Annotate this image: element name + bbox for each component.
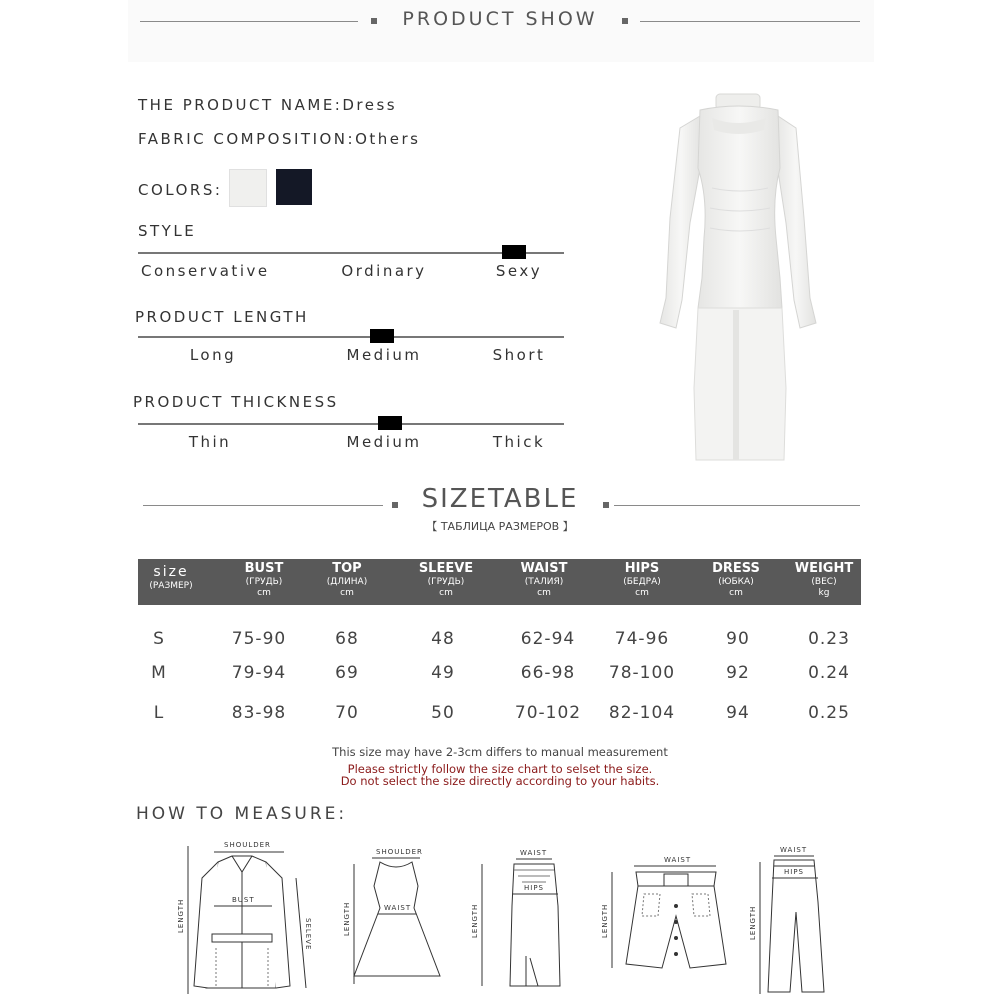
header-divider-right xyxy=(640,21,860,22)
row-m-hips: 78-100 xyxy=(608,663,676,683)
size-table-header xyxy=(138,559,861,605)
thickness-label-thick: Thick xyxy=(492,433,546,451)
pants-measure-illustration xyxy=(748,842,838,1000)
row-l-size: L xyxy=(153,703,165,723)
thickness-label-thin: Thin xyxy=(188,433,232,451)
color-swatch-navy[interactable] xyxy=(276,169,312,205)
skirt-measure-illustration xyxy=(466,846,576,996)
colors-label: COLORS: xyxy=(138,181,223,199)
col-size: size (РАЗМЕР) xyxy=(149,564,193,591)
fabric-label: FABRIC COMPOSITION: xyxy=(138,130,356,148)
sizetable-subtitle: 【 ТАБЛИЦА РАЗМЕРОВ 】 xyxy=(426,520,574,533)
header-divider-left xyxy=(140,21,358,22)
waist-label-3: WAIST xyxy=(520,849,548,857)
row-s-waist: 62-94 xyxy=(520,629,576,649)
color-swatch-white[interactable] xyxy=(229,169,267,207)
row-l-sleeve: 50 xyxy=(431,703,455,723)
row-l-bust: 83-98 xyxy=(231,703,287,723)
row-s-hips: 74-96 xyxy=(614,629,670,649)
fabric-row xyxy=(138,130,420,148)
header-bullet-left xyxy=(371,18,377,24)
style-label-ordinary: Ordinary xyxy=(341,262,427,280)
dress-measure-illustration xyxy=(340,846,450,996)
length-label-short: Short xyxy=(492,346,546,364)
style-scale-line xyxy=(138,252,564,254)
shoulder-label-2: SHOULDER xyxy=(376,848,423,856)
sizetable-divider-left xyxy=(143,505,383,506)
thickness-scale-line xyxy=(138,423,564,425)
shoulder-label: SHOULDER xyxy=(224,841,271,849)
row-s-sleeve: 48 xyxy=(431,629,455,649)
length-label-3: LENGTH xyxy=(471,903,479,938)
header-bullet-right xyxy=(622,18,628,24)
product-name-value: Dress xyxy=(342,96,398,114)
row-m-size: M xyxy=(151,663,167,683)
col-bust: BUST (ГРУДЬ) cm xyxy=(244,561,284,598)
row-s-weight: 0.23 xyxy=(808,629,850,649)
col-waist: WAIST (ТАЛИЯ) cm xyxy=(520,561,568,598)
row-m-sleeve: 49 xyxy=(431,663,455,683)
col-weight: WEIGHT (ВЕС) kg xyxy=(794,561,854,598)
row-s-size: S xyxy=(153,629,165,649)
row-s-top: 68 xyxy=(335,629,359,649)
how-to-measure-title: HOW TO MEASURE: xyxy=(136,804,348,824)
waist-label-5: WAIST xyxy=(780,846,808,854)
dress-product-image xyxy=(640,88,840,468)
length-title: PRODUCT LENGTH xyxy=(135,308,309,326)
row-l-weight: 0.25 xyxy=(808,703,850,723)
sizetable-bullet-right xyxy=(603,502,609,508)
length-label-2: LENGTH xyxy=(343,901,351,936)
style-label-conservative: Conservative xyxy=(141,262,270,280)
row-m-bust: 79-94 xyxy=(231,663,287,683)
row-m-waist: 66-98 xyxy=(520,663,576,683)
style-title: STYLE xyxy=(138,222,197,240)
row-m-weight: 0.24 xyxy=(808,663,850,683)
waist-label: WAIST xyxy=(384,904,412,912)
row-l-hips: 82-104 xyxy=(608,703,676,723)
row-l-top: 70 xyxy=(335,703,359,723)
row-l-dress: 94 xyxy=(726,703,750,723)
bust-label: BUST xyxy=(232,896,255,904)
warning-text-2: Do not select the size directly according to your habits. xyxy=(340,774,660,788)
sleeve-label: SELEVE xyxy=(304,918,312,951)
row-m-top: 69 xyxy=(335,663,359,683)
fabric-value: Others xyxy=(355,130,421,148)
row-l-waist: 70-102 xyxy=(514,703,582,723)
col-dress: DRESS (ЮБКА) cm xyxy=(712,561,760,598)
col-hips: HIPS (БЕДРА) cm xyxy=(623,561,661,598)
col-sleeve: SLEEVE (ГРУДЬ) cm xyxy=(418,561,474,598)
hips-label-5: HIPS xyxy=(784,868,804,876)
length-marker xyxy=(370,329,394,343)
style-label-sexy: Sexy xyxy=(495,262,543,280)
thickness-title: PRODUCT THICKNESS xyxy=(133,393,339,411)
length-label-5: LENGTH xyxy=(749,905,757,940)
thickness-marker xyxy=(378,416,402,430)
hips-label: HIPS xyxy=(524,884,544,892)
warning-text-1: Please strictly follow the size chart to selset the size. xyxy=(347,762,653,776)
product-name-row xyxy=(138,96,397,114)
row-s-dress: 90 xyxy=(726,629,750,649)
thickness-label-medium: Medium xyxy=(346,433,422,451)
shorts-measure-illustration xyxy=(600,846,740,996)
length-label-medium: Medium xyxy=(346,346,422,364)
row-s-bust: 75-90 xyxy=(231,629,287,649)
style-marker xyxy=(502,245,526,259)
sizetable-title: SIZETABLE xyxy=(421,484,579,514)
product-name-label: THE PRODUCT NAME: xyxy=(138,96,343,114)
sizetable-bullet-left xyxy=(392,502,398,508)
measurement-note: This size may have 2-3cm differs to manual measurement xyxy=(332,745,668,759)
length-label-4: LENGTH xyxy=(601,903,609,938)
col-top: TOP (ДЛИНА) cm xyxy=(326,561,368,598)
length-label: LENGTH xyxy=(177,898,185,933)
row-m-dress: 92 xyxy=(726,663,750,683)
length-scale-line xyxy=(138,336,564,338)
jacket-measure-illustration xyxy=(172,838,322,998)
sizetable-divider-right xyxy=(614,505,860,506)
waist-label-4: WAIST xyxy=(664,856,692,864)
page-title: PRODUCT SHOW xyxy=(402,8,598,30)
length-label-long: Long xyxy=(189,346,237,364)
